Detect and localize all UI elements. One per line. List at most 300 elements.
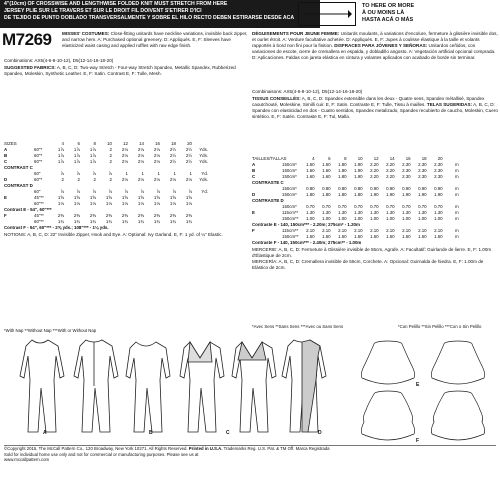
- table-en-yardage-cell: 1⅞: [73, 159, 80, 164]
- table-en-yardage-cell: 2½: [185, 153, 192, 158]
- table-en-yardage-cell: 2⅛: [137, 177, 144, 182]
- table-en-header-cell: 4: [61, 141, 64, 146]
- table-en-yardage-cell: ⅞: [60, 171, 64, 176]
- home-use-text: Sold for individual home use only and not for commercial or manufacturing purposes. Please see us at: [4, 451, 199, 457]
- printed-in-text: Printed in U.S.A.: [188, 446, 223, 451]
- table-en-yardage-cell: 1¾: [105, 219, 112, 224]
- table-fr-yardage-cell: 2.10: [386, 228, 395, 233]
- table-fr-yardage-cell: 0.80: [306, 186, 315, 191]
- description-fr: [252, 31, 498, 61]
- table-en-yardage-cell: 1⅝: [121, 195, 128, 200]
- table-en-yardage-cell: 1: [125, 171, 128, 176]
- notions-en: NOTIONS: A, B, C, D: 22" Invisible Zipper, Hook and Eye. A: Optional: Ivy Garland. E, F: 1 yd. of ¼" Elastic.: [4, 232, 223, 237]
- table-fr-yardage-cell: 1.60: [354, 234, 363, 239]
- table-en-yardage-cell: 1: [141, 171, 144, 176]
- view-a-back-drawing: [74, 340, 118, 432]
- view-f-drawing: [361, 391, 414, 440]
- table-fr-yardage-cell: 0.70: [370, 204, 379, 209]
- table-fr-yardage-cell: 2.30: [434, 168, 443, 173]
- table-fr-view-label: E: [252, 210, 255, 215]
- table-en-yardage-cell: 2⅛: [153, 147, 160, 152]
- table-en-yardage-cell: 1⅛: [121, 201, 128, 206]
- table-en-header-cell: 18: [171, 141, 176, 146]
- table-fr-yardage-cell: 0.90: [402, 186, 411, 191]
- table-fr-yardage-cell: 1.90: [386, 192, 395, 197]
- table-en-header-cell: 14: [139, 141, 144, 146]
- table-en-yardage-cell: ⅞: [172, 189, 176, 194]
- table-en-yardage-cell: 2⅜: [57, 213, 64, 218]
- description-es-text: Unitardos ceñidos, con variaciones de escote, cierre de cremallera en espalda, y dobladillo angosto. A: Vegetación artificial opcional comprada. D: Aplicaciones. Faldas con jareta elástica en cintura y volantes aplicados con acabado de borde sin terminar.: [252, 43, 496, 60]
- table-fr-yardage-cell: 0.90: [434, 186, 443, 191]
- table-fr-yardage-cell: 1.60: [322, 234, 331, 239]
- table-en-yardage-cell: 1¾: [121, 219, 128, 224]
- to-here-es: HASTA ACÁ O MÁS: [362, 17, 414, 23]
- table-fr-yardage-cell: 1.80: [338, 174, 347, 179]
- table-en-yardage-cell: 2: [109, 147, 112, 152]
- table-en-yardage-cell: 2⅜: [185, 213, 192, 218]
- table-en-yardage-cell: 1¾: [185, 219, 192, 224]
- table-fr-yardage-cell: 0.90: [370, 186, 379, 191]
- table-en-yardage-cell: 2⅜: [169, 213, 176, 218]
- view-label-d: D: [318, 430, 322, 436]
- combinations-en: Combinations: AX5(4-6-8-10-12), D5(12-14-16-18-20): [4, 58, 114, 63]
- table-fr-yardage-cell: 1.60: [306, 174, 315, 179]
- table-en-yardage-cell: 1: [173, 171, 176, 176]
- view-label-b: B: [149, 430, 153, 436]
- table-en-yardage-cell: 2½: [185, 147, 192, 152]
- table-en-yardage-cell: 2⅛: [153, 177, 160, 182]
- table-en-yardage-cell: ⅞: [92, 189, 96, 194]
- table-en-header-cell: SIZES: [4, 141, 17, 146]
- table-en-yardage-cell: ⅞: [76, 189, 80, 194]
- table-fr-yardage-cell: 1.80: [322, 192, 331, 197]
- table-fr-yardage-cell: 1.00: [386, 216, 395, 221]
- table-en-yardage-cell: 2⅜: [89, 213, 96, 218]
- table-fr-yardage-cell: 2.20: [386, 162, 395, 167]
- table-fr-yardage-cell: 1.30: [306, 210, 315, 215]
- table-fr-yardage-cell: m: [454, 228, 459, 233]
- table-en-yardage-cell: ⅞: [188, 189, 192, 194]
- table-en-yardage-cell: 2: [61, 177, 64, 182]
- table-en-yardage-cell: 2⅛: [137, 153, 144, 158]
- table-fr-yardage-cell: 2.20: [370, 168, 379, 173]
- table-en-yardage-cell: 1¾: [73, 219, 80, 224]
- table-fr-yardage-cell: 1.90: [354, 174, 363, 179]
- table-en-yardage-cell: Yds.: [199, 153, 208, 158]
- table-fr-yardage-cell: m: [454, 192, 459, 197]
- table-fr-yardage-cell: 0.80: [322, 186, 331, 191]
- fabrics-en-text: A, B, C, D: Two-way Stretch - Four-way Stretch Spandex, Metallic Spandex, Rubberized Spandex, Moleskin, Synthetic Leather. E, F: Satin. Contrast E, F: Tulle, Mesh.: [4, 65, 236, 76]
- table-en-fabric-width: 60": [34, 171, 41, 176]
- table-en-yardage-cell: 2⅛: [121, 159, 128, 164]
- table-fr-fabric-width: 150cm*: [282, 192, 297, 197]
- table-en-yardage-cell: 1⅞: [89, 159, 96, 164]
- table-en-yardage-cell: Yds.: [199, 177, 208, 182]
- table-fr-yardage-cell: 1.30: [402, 210, 411, 215]
- table-fr-yardage-cell: 2.30: [418, 174, 427, 179]
- table-en-yardage-cell: 1⅛: [57, 201, 64, 206]
- website-link[interactable]: www.mccallpattern.com: [4, 457, 50, 462]
- table-en-yardage-cell: 1¾: [89, 219, 96, 224]
- table-fr-fabric-width: 150cm*: [282, 168, 297, 173]
- copyright-text: ©Copyright 2015, The McCall Pattern Co., 120 Broadway, New York 10271. All Rights Reserved.: [4, 446, 188, 451]
- table-fr-yardage-cell: 1.30: [322, 210, 331, 215]
- table-en-fabric-width: 60"*: [34, 177, 43, 182]
- table-en-yardage-cell: 2½: [169, 159, 176, 164]
- merceria-es: MERCERÍA: A, B, C, D: Cremallera invisible de 55cm, Corchete. A: Opcional: Guirnalda de hiedra. E, F: 1.00m de Elástico de 2cm.: [252, 259, 484, 270]
- table-en-section-label: Contrast E - 54", 60"***: [4, 207, 52, 212]
- view-label-f: F: [416, 438, 420, 444]
- table-en-yardage-cell: 1⅝: [57, 195, 64, 200]
- table-fr-yardage-cell: m: [454, 162, 459, 167]
- table-en-yardage-cell: 1⅞: [57, 147, 64, 152]
- table-fr-view-label: A: [252, 162, 256, 167]
- pattern-number: M7269: [2, 30, 52, 49]
- table-fr-view-label: D: [252, 192, 256, 197]
- table-en-view-label: F: [4, 213, 7, 218]
- banner-line-en: 4"(10cm) OF CROSSWISE AND LENGTHWISE FOLDED KNIT MUST STRETCH FROM HERE: [4, 1, 228, 7]
- table-fr-yardage-cell: 1.60: [306, 162, 315, 167]
- banner-line-es: DE TEJIDO DE PUNTO DOBLADO TRANSVERSALMENTE Y SOBRE EL HILO RECTO DEBEN ESTIRARSE DESDE ACÁ: [4, 15, 295, 21]
- table-fr-yardage-cell: 1.90: [402, 192, 411, 197]
- telas-title: TELAS SUGERIDAS:: [426, 102, 473, 107]
- table-fr-yardage-cell: 2.30: [434, 162, 443, 167]
- description-en-title: MISSES' COSTUMES:: [62, 31, 110, 36]
- table-en-view-label: A: [4, 147, 8, 152]
- table-en-yardage-cell: 1⅞: [73, 153, 80, 158]
- table-fr-yardage-cell: 2.10: [338, 228, 347, 233]
- table-en-yardage-cell: 1¾: [153, 219, 160, 224]
- table-fr-yardage-cell: 1.60: [306, 168, 315, 173]
- table-en-yardage-cell: ⅞: [108, 189, 112, 194]
- table-fr-yardage-cell: m: [454, 216, 459, 221]
- table-en-yardage-cell: Yd.: [201, 189, 208, 194]
- table-en-yardage-cell: 1: [157, 171, 160, 176]
- table-en-yardage-cell: ⅞: [156, 189, 160, 194]
- table-fr-yardage-cell: 2.30: [418, 168, 427, 173]
- table-en-yardage-cell: 1⅝: [185, 195, 192, 200]
- table-fr-yardage-cell: 0.70: [386, 204, 395, 209]
- description-es-title: DISFRACES PARA JÓVENES Y SEÑORAS:: [334, 43, 428, 48]
- table-fr-yardage-cell: 1.30: [370, 210, 379, 215]
- table-fr-fabric-width: 150cm**: [282, 216, 299, 221]
- view-e-drawing: [361, 341, 414, 384]
- table-en-fabric-width: 60"*: [34, 159, 43, 164]
- table-en-header-cell: 20: [187, 141, 192, 146]
- table-en-yardage-cell: 2⅜: [121, 213, 128, 218]
- table-fr-section-label: Contraste E - 140, 150cm*** - 2.20m; 275cm* - 1.20m: [252, 222, 360, 227]
- table-en-section-label: Contrast F - 54", 60"*** - 2⅝ yds.; 108"*** - 1⅛ yds.: [4, 225, 109, 230]
- table-en-yardage-cell: 1⅝: [169, 195, 176, 200]
- view-e-back-drawing: [431, 341, 484, 384]
- stretch-banner: [0, 0, 320, 28]
- table-fr-yardage-cell: 1.60: [370, 234, 379, 239]
- table-en-section-label: CONTRAST D: [4, 183, 33, 188]
- table-fr-yardage-cell: 1.00: [338, 216, 347, 221]
- telas-text: A, B, C, D: Spandex con elasticidad en dos - Cuatro sentidos, Spandex metalizado, Spandex recubierto de caucho, Moleskin, Cuero sintético. E, F: Satén. Contraste E, F: Tul, Malla.: [252, 102, 498, 119]
- table-en-yardage-cell: 2⅜: [73, 213, 80, 218]
- table-en-yardage-cell: 1⅝: [89, 195, 96, 200]
- fabrics-en: [4, 65, 250, 77]
- table-fr-yardage-cell: 0.70: [402, 204, 411, 209]
- table-en-yardage-cell: 1⅝: [73, 195, 80, 200]
- view-c-back-drawing: [232, 342, 276, 432]
- table-fr-yardage-cell: 1.00: [354, 216, 363, 221]
- table-en-yardage-cell: 1⅛: [185, 201, 192, 206]
- table-fr-section-label: CONTRASTE C: [252, 180, 284, 185]
- table-fr-yardage-cell: 1.30: [338, 210, 347, 215]
- table-fr-fabric-width: 150cm*: [282, 162, 297, 167]
- table-en-yardage-cell: 2⅛: [153, 159, 160, 164]
- table-en-fabric-width: 45"**: [34, 195, 44, 200]
- table-fr-yardage-cell: 1.60: [386, 234, 395, 239]
- nap-legend-fr: *Avec Sens **Sans Sens ***Avec ou Sans Sens: [252, 324, 344, 329]
- table-en-yardage-cell: Yds.: [199, 147, 208, 152]
- view-d-drawing: [282, 340, 326, 432]
- table-fr-yardage-cell: 0.70: [434, 204, 443, 209]
- table-fr-yardage-cell: 1.30: [434, 210, 443, 215]
- table-en-yardage-cell: 2: [109, 159, 112, 164]
- table-en-yardage-cell: ⅞: [92, 171, 96, 176]
- table-fr-yardage-cell: 0.80: [354, 186, 363, 191]
- table-en-yardage-cell: 2⅛: [121, 153, 128, 158]
- table-fr-yardage-cell: 1.00: [402, 216, 411, 221]
- table-fr-yardage-cell: m: [454, 234, 459, 239]
- table-en-fabric-width: 45"**: [34, 213, 44, 218]
- table-fr-yardage-cell: 1.00: [370, 216, 379, 221]
- nap-legend-es: *Con Pelillo **Sin Pelillo ***Con o Sin Pelillo: [398, 324, 482, 329]
- table-fr-yardage-cell: 1.30: [386, 210, 395, 215]
- table-en-header-cell: 16: [155, 141, 160, 146]
- table-en-yardage-cell: 2⅛: [153, 153, 160, 158]
- table-en-view-label: E: [4, 195, 7, 200]
- table-en-fabric-width: 60"*: [34, 147, 43, 152]
- view-label-e: E: [416, 382, 420, 388]
- description-fr-title: DÉGUISEMENTS POUR JEUNE FEMME:: [252, 31, 340, 36]
- view-f-back-drawing: [431, 391, 484, 440]
- view-b-drawing: [126, 342, 170, 432]
- to-here-label: [362, 3, 414, 24]
- table-en-yardage-cell: 1⅝: [137, 195, 144, 200]
- table-en-header-cell: 12: [123, 141, 128, 146]
- table-fr-yardage-cell: 2.20: [386, 174, 395, 179]
- description-en-text: Close-fitting unitards have neckline variations, invisible back zipper, and narrow hem. A: Purchased optional greenery. D: Appliqués. E, F: Sleeves have elasticized waist casing and applied ruffles with raw edge finish.: [62, 31, 248, 48]
- table-fr-yardage-cell: 1.00: [306, 216, 315, 221]
- trademark-text: Trademarks Reg. U.S. Pat. & TM Off. Marca Registrada: [223, 446, 330, 451]
- table-fr-yardage-cell: 1.80: [338, 192, 347, 197]
- table-en-yardage-cell: 1⅞: [57, 159, 64, 164]
- table-en-view-label: B: [4, 153, 8, 158]
- table-en-header-cell: 6: [77, 141, 80, 146]
- table-fr-yardage-cell: 2.20: [370, 162, 379, 167]
- table-fr-yardage-cell: 1.00: [322, 216, 331, 221]
- table-fr-yardage-cell: 1.80: [354, 192, 363, 197]
- table-fr-header-cell: 8: [344, 156, 347, 161]
- table-en-header-cell: 10: [107, 141, 112, 146]
- table-fr-fabric-width: 115cm**: [282, 210, 299, 215]
- table-en-yardage-cell: 2⅛: [121, 147, 128, 152]
- table-fr-yardage-cell: 1.80: [338, 162, 347, 167]
- table-en-yardage-cell: 2⅜: [153, 213, 160, 218]
- table-fr-yardage-cell: 0.80: [338, 186, 347, 191]
- description-en: [62, 31, 248, 49]
- table-fr-yardage-cell: 1.90: [434, 192, 443, 197]
- table-en-yardage-cell: ⅞: [76, 171, 80, 176]
- view-a-front-drawing: [20, 340, 64, 432]
- table-fr-fabric-width: 115cm**: [282, 228, 299, 233]
- table-en-yardage-cell: 1⅛: [169, 201, 176, 206]
- table-fr-yardage-cell: 2.10: [418, 228, 427, 233]
- table-fr-header-cell: 10: [357, 156, 363, 161]
- table-en-fabric-width: 60"**: [34, 201, 44, 206]
- table-fr-yardage-cell: 1.60: [338, 234, 347, 239]
- table-en-yardage-cell: 2: [109, 153, 112, 158]
- table-fr-header-cell: TAILLES/TALLAS: [252, 156, 287, 161]
- table-fr-yardage-cell: 1.60: [322, 174, 331, 179]
- table-en-yardage-cell: 1⅞: [89, 153, 96, 158]
- table-fr-yardage-cell: 2.20: [386, 168, 395, 173]
- view-label-c: C: [226, 430, 230, 436]
- table-fr-yardage-cell: 1.00: [434, 216, 443, 221]
- table-en-header-cell: 8: [93, 141, 96, 146]
- table-en-yardage-cell: 1¾: [137, 219, 144, 224]
- table-en-yardage-cell: 2: [77, 177, 80, 182]
- table-fr-header-cell: 14: [389, 156, 395, 161]
- table-en-yardage-cell: 1⅞: [57, 153, 64, 158]
- table-en-yardage-cell: ⅞: [60, 189, 64, 194]
- fabrics-fr: [252, 96, 498, 120]
- stretch-arrow-icon: [302, 7, 352, 21]
- table-en-yardage-cell: 2⅛: [185, 177, 192, 182]
- table-en-yardage-cell: 1⅛: [153, 201, 160, 206]
- table-en-yardage-cell: 1⅛: [89, 201, 96, 206]
- footer: [4, 446, 496, 463]
- yardage-table-en: [4, 141, 246, 238]
- table-en-yardage-cell: 1⅞: [89, 147, 96, 152]
- table-fr-view-label: B: [252, 168, 256, 173]
- table-en-yardage-cell: 2⅛: [137, 159, 144, 164]
- table-fr-fabric-width: 150cm*: [282, 186, 297, 191]
- table-fr-yardage-cell: 2.30: [402, 174, 411, 179]
- table-fr-yardage-cell: 2.10: [402, 228, 411, 233]
- table-en-yardage-cell: 1⅛: [137, 201, 144, 206]
- table-en-yardage-cell: 1⅞: [73, 147, 80, 152]
- table-en-view-label: D: [4, 177, 8, 182]
- table-en-yardage-cell: 1⅛: [105, 201, 112, 206]
- table-en-yardage-cell: Yds.: [199, 159, 208, 164]
- fabrics-en-title: SUGGESTED FABRICS:: [4, 65, 56, 70]
- table-fr-view-label: C: [252, 174, 256, 179]
- table-fr-yardage-cell: 1.80: [338, 168, 347, 173]
- description-fr-text: Unitards moulants, à variations d'encolure, fermeture à glissière invisible dos, et ourlet étroit. A: Verdure facultative achetée. D: Appliqués. E, F: Jupes à coulisse élastique à la taille et volants rapportés à bord non fini pour la finition.: [252, 31, 498, 48]
- table-fr-yardage-cell: 0.90: [418, 186, 427, 191]
- table-en-section-label: CONTRAST C: [4, 165, 33, 170]
- table-en-yardage-cell: 2⅛: [169, 177, 176, 182]
- table-en-fabric-width: 60"*: [34, 153, 43, 158]
- table-fr-yardage-cell: 0.70: [354, 204, 363, 209]
- table-fr-yardage-cell: 1.30: [418, 210, 427, 215]
- table-fr-section-label: CONTRASTE D: [252, 198, 284, 203]
- table-fr-yardage-cell: 2.10: [322, 228, 331, 233]
- table-en-yardage-cell: 1¾: [57, 219, 64, 224]
- table-en-yardage-cell: 1: [189, 171, 192, 176]
- table-fr-yardage-cell: 2.30: [402, 168, 411, 173]
- table-fr-view-label: F: [252, 228, 255, 233]
- table-en-yardage-cell: Yd.: [201, 171, 208, 176]
- table-fr-yardage-cell: 1.90: [370, 192, 379, 197]
- table-fr-yardage-cell: m: [454, 210, 459, 215]
- table-en-fabric-width: 60"**: [34, 219, 44, 224]
- table-fr-yardage-cell: 0.70: [338, 204, 347, 209]
- table-en-yardage-cell: 1⅝: [105, 195, 112, 200]
- table-en-yardage-cell: 2⅜: [137, 213, 144, 218]
- view-c-drawing: [180, 342, 224, 432]
- table-fr-yardage-cell: 2.30: [402, 162, 411, 167]
- table-fr-yardage-cell: 2.10: [354, 228, 363, 233]
- yardage-grid-en: [4, 141, 208, 231]
- table-fr-yardage-cell: m: [454, 204, 459, 209]
- banner-line-fr: JERSEY PLIÉ SUR LE TRAVERS ET SUR LE DROIT FIL DOIVENT S'ÉTIRER D'ICI: [4, 8, 202, 14]
- table-fr-fabric-width: 150cm*: [282, 174, 297, 179]
- table-en-yardage-cell: 1¾: [169, 219, 176, 224]
- table-fr-yardage-cell: 2.10: [434, 228, 443, 233]
- mercerie-fr: MERCERIE: A, B, C, D: Fermeture à Glissière invisible de 55cm, Agrafe. A: Facultatif: Guirlande de lierre. E, F: 1.00m d'Élastique de 2cm.: [252, 247, 492, 258]
- table-en-yardage-cell: 2: [109, 177, 112, 182]
- skirt-drawings: [358, 338, 498, 442]
- table-fr-yardage-cell: 0.70: [418, 204, 427, 209]
- table-row: [4, 225, 208, 231]
- yardage-grid-fr: [252, 156, 459, 246]
- table-fr-header-cell: 18: [421, 156, 427, 161]
- view-label-a: A: [43, 430, 47, 436]
- table-en-yardage-cell: 2⅜: [105, 213, 112, 218]
- nap-legend-en: *With Nap **Without Nap ***With or Without Nap: [4, 328, 97, 333]
- table-en-yardage-cell: ⅞: [108, 171, 112, 176]
- table-fr-yardage-cell: 2.30: [418, 162, 427, 167]
- table-fr-header-cell: 6: [328, 156, 331, 161]
- table-fr-yardage-cell: 1.00: [418, 216, 427, 221]
- table-row: [252, 240, 459, 246]
- table-en-yardage-cell: 2½: [169, 153, 176, 158]
- table-fr-yardage-cell: 1.60: [402, 234, 411, 239]
- table-fr-yardage-cell: 1.60: [434, 234, 443, 239]
- table-fr-yardage-cell: m: [454, 168, 459, 173]
- table-fr-yardage-cell: 1.90: [418, 192, 427, 197]
- table-fr-header-cell: 16: [405, 156, 411, 161]
- table-en-yardage-cell: ⅞: [140, 189, 144, 194]
- table-en-yardage-cell: 2⅛: [137, 147, 144, 152]
- table-en-yardage-cell: ⅞: [124, 189, 128, 194]
- table-fr-yardage-cell: 0.70: [306, 204, 315, 209]
- tissus-title: TISSUS CONSEILLÉS:: [252, 96, 301, 101]
- table-fr-header-cell: 4: [312, 156, 315, 161]
- table-en-yardage-cell: 2½: [169, 147, 176, 152]
- table-fr-yardage-cell: 1.60: [418, 234, 427, 239]
- table-fr-yardage-cell: 1.60: [322, 162, 331, 167]
- table-fr-yardage-cell: 1.60: [322, 168, 331, 173]
- yardage-table-fr: [252, 156, 498, 271]
- table-fr-section-label: Contraste F - 140, 150cm*** - 2.40m; 275cm** - 1.00m: [252, 240, 362, 245]
- table-fr-yardage-cell: 2.10: [306, 228, 315, 233]
- tissus-text: A, B, C, D: Spandex extensible dans les deux - Quatre sens, Spandex métallisé, Spandex caoutchouté, Moleskine, Similli cuir. E, F: Satin. Contraste E, F: Tulle, Tissu à mailles.: [252, 96, 485, 107]
- table-fr-yardage-cell: 1.90: [354, 168, 363, 173]
- table-fr-yardage-cell: 0.90: [386, 186, 395, 191]
- table-fr-yardage-cell: m: [454, 186, 459, 191]
- table-en-view-label: C: [4, 159, 8, 164]
- to-here-fr: À OU MOINS LÀ: [362, 10, 405, 16]
- table-fr-yardage-cell: 2.20: [370, 174, 379, 179]
- table-fr-header-cell: 20: [437, 156, 443, 161]
